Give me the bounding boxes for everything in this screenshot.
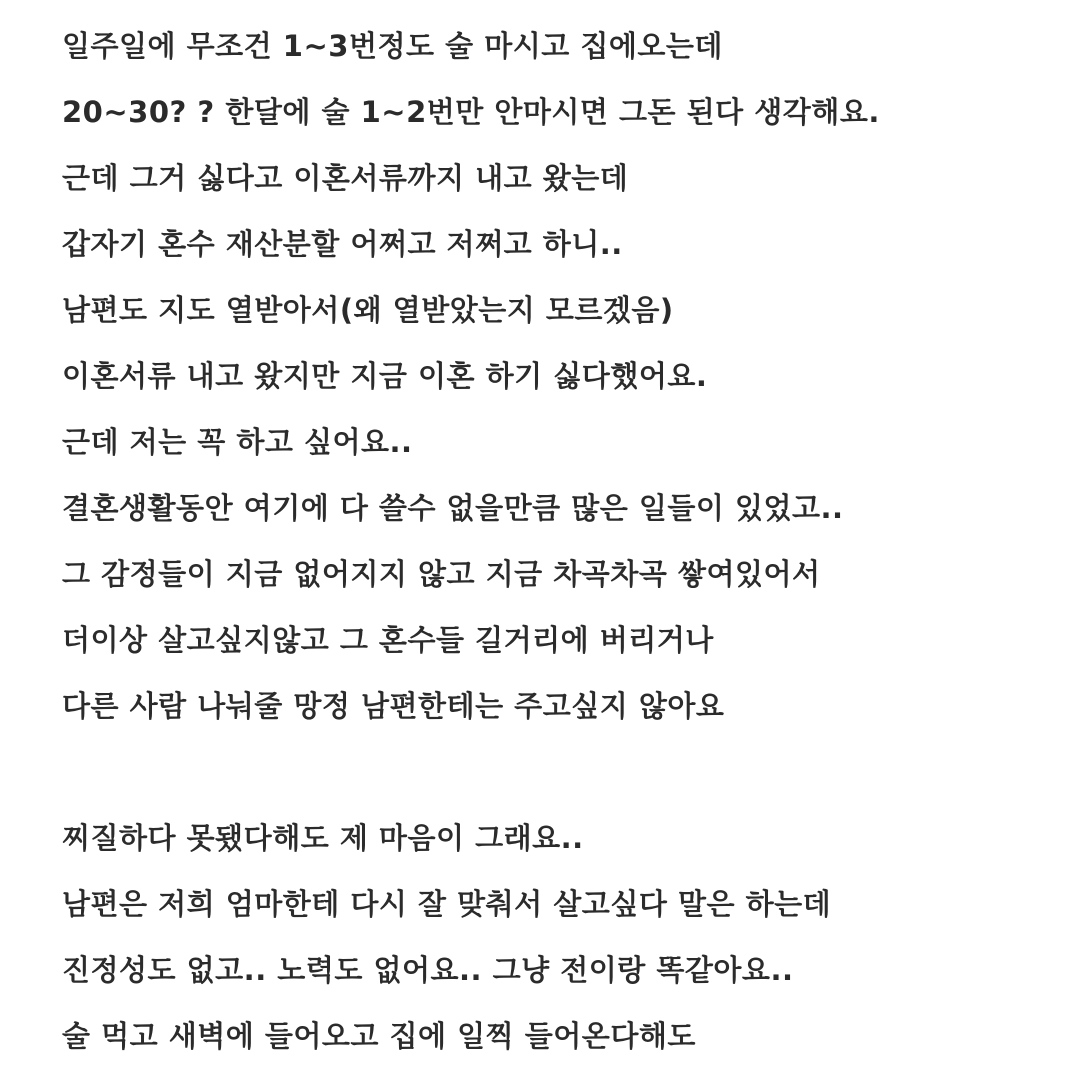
text-line: 그 감정들이 지금 없어지지 않고 지금 차곡차곡 쌓여있어서 [62, 557, 821, 591]
text-line: 일주일에 무조건 1~3번정도 술 마시고 집에오는데 [62, 29, 723, 63]
text-line: 남편도 지도 열받아서(왜 열받았는지 모르겠음) [62, 293, 674, 327]
text-line: 이혼서류 내고 왔지만 지금 이혼 하기 싫다했어요. [62, 359, 708, 393]
text-line: 갑자기 혼수 재산분할 어쩌고 저쩌고 하니.. [62, 227, 623, 261]
text-line: 찌질하다 못됐다해도 제 마음이 그래요.. [62, 821, 584, 855]
text-line: 결혼생활동안 여기에 다 쓸수 없을만큼 많은 일들이 있었고.. [62, 491, 844, 525]
text-line: 근데 저는 꼭 하고 싶어요.. [62, 425, 413, 459]
text-line: 20~30? ? 한달에 술 1~2번만 안마시면 그돈 된다 생각해요. [62, 95, 880, 129]
text-line: 술 먹고 새벽에 들어오고 집에 일찍 들어온다해도 [62, 1019, 696, 1053]
text-line: 진정성도 없고.. 노력도 없어요.. 그냥 전이랑 똑같아요.. [62, 953, 794, 987]
text-line: 근데 그거 싫다고 이혼서류까지 내고 왔는데 [62, 161, 629, 195]
text-line: 다른 사람 나눠줄 망정 남편한테는 주고싶지 않아요 [62, 689, 725, 723]
text-line: 남편은 저희 엄마한테 다시 잘 맞춰서 살고싶다 말은 하는데 [62, 887, 832, 921]
text-line: 더이상 살고싶지않고 그 혼수들 길거리에 버리거나 [62, 623, 714, 657]
